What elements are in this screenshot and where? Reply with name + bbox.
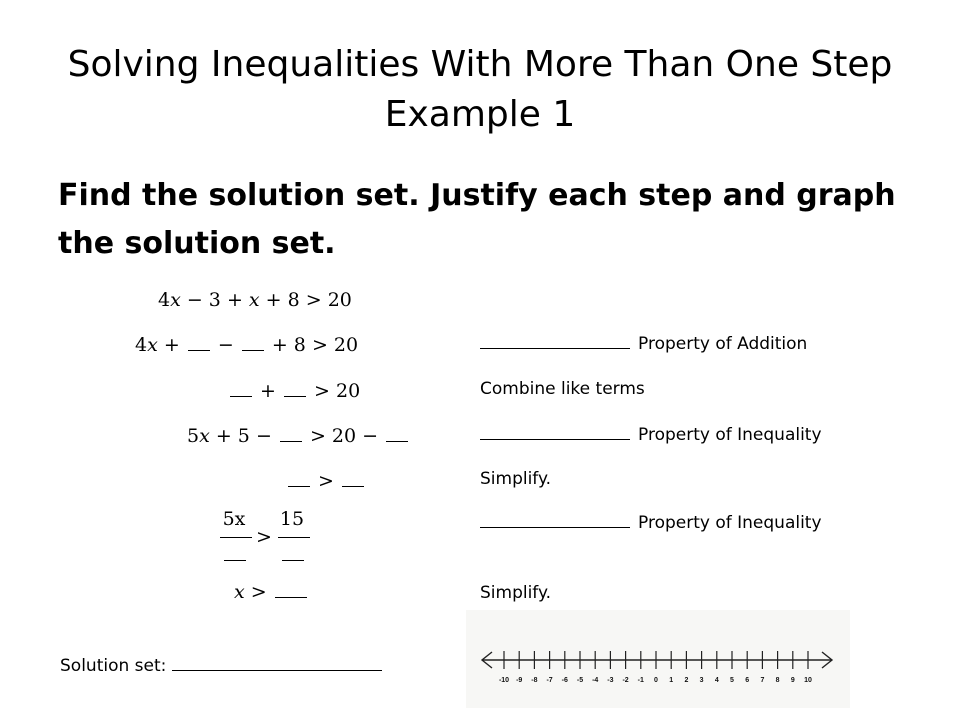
number-line-tick-label: 1 (669, 677, 674, 684)
step-3-reason: Combine like terms (480, 379, 645, 399)
step-1-var-2: x (248, 289, 260, 311)
step-7-expression (234, 580, 309, 604)
number-line-tick-label: 7 (760, 677, 765, 684)
step-6-fraction-bar-right (278, 537, 310, 538)
step-6-gt: > (256, 526, 272, 548)
number-line[interactable] (466, 610, 850, 708)
title-line-2: Example 1 (384, 94, 576, 135)
number-line-tick-label: -3 (607, 677, 614, 684)
step-2-reason (480, 333, 807, 355)
step-3-blank-2 (284, 396, 306, 397)
step-1-expression (158, 288, 352, 312)
number-line-tick-label: -2 (622, 677, 629, 684)
step-7-var: x (234, 581, 245, 603)
number-line-tick-label: 10 (804, 677, 812, 684)
step-6-fraction-bar-left (220, 537, 252, 538)
number-line-tick-label: -6 (561, 677, 568, 684)
number-line-tick-label: -7 (546, 677, 553, 684)
step-6-reason-blank (480, 526, 630, 528)
step-5-expression (286, 469, 366, 493)
step-4-blank-2 (386, 441, 408, 442)
step-3-blank-1 (230, 396, 252, 397)
step-5-reason: Simplify. (480, 469, 552, 489)
step-6-reason (480, 512, 822, 534)
step-4-coef: 5 (187, 425, 200, 447)
step-2-rest: + 8 > 20 (265, 334, 359, 356)
solution-set (60, 656, 382, 676)
step-6-numerator-right: 15 (279, 508, 305, 530)
number-line-tick-label: 6 (745, 677, 750, 684)
step-4-expression (187, 424, 410, 448)
step-2-reason-blank (480, 347, 630, 349)
number-line-tick-label: 4 (714, 677, 719, 684)
step-2-blank-2 (242, 350, 264, 351)
step-5-blank-2 (342, 486, 364, 487)
step-2-blank-1 (188, 350, 210, 351)
step-1-var: x (170, 289, 181, 311)
step-4-var: x (199, 425, 210, 447)
title-line-1: Solving Inequalities With More Than One Step (67, 44, 893, 85)
step-3-op: + (254, 380, 282, 402)
step-3-rest: > 20 (308, 380, 361, 402)
step-7-reason: Simplify. (480, 583, 552, 603)
number-line-tick-label: 9 (790, 677, 795, 684)
number-line-tick-label: -5 (576, 677, 584, 684)
number-line-tick-label: 8 (775, 677, 780, 684)
instructions-text: Find the solution set. Justify each step and graph the solution set. (58, 178, 896, 261)
step-1-rest: + 8 > 20 (259, 289, 352, 311)
step-1-op: − 3 + (180, 289, 249, 311)
step-3-expression (228, 379, 360, 403)
step-2-op-2: − (211, 334, 240, 356)
number-line-tick-label: 2 (684, 677, 689, 684)
slide-title (0, 40, 960, 140)
step-5-op: > (312, 470, 340, 492)
solution-set-blank[interactable] (172, 669, 382, 671)
step-7-blank (275, 597, 307, 598)
solution-set-label: Solution set: (60, 656, 167, 676)
step-7-op: > (244, 581, 273, 603)
step-2-expression (135, 333, 358, 357)
step-5-blank-1 (288, 486, 310, 487)
number-line-tick-label: -9 (516, 677, 523, 684)
step-4-op: + 5 − (209, 425, 278, 447)
step-2-var: x (147, 334, 158, 356)
step-4-reason (480, 424, 822, 446)
number-line-tick-label: -10 (498, 677, 510, 684)
step-1-coef: 4 (158, 289, 171, 311)
number-line-panel (466, 610, 850, 708)
number-line-tick-label: 3 (699, 677, 704, 684)
number-line-tick-label: -1 (637, 677, 644, 684)
step-2-op: + (157, 334, 186, 356)
step-2-reason-text: Property of Addition (638, 334, 808, 354)
step-4-blank-1 (280, 441, 302, 442)
number-line-tick-label: 5 (730, 677, 734, 684)
step-4-rest: > 20 − (303, 425, 385, 447)
step-4-reason-text: Property of Inequality (638, 425, 822, 445)
step-6-denominator-blank-right (282, 560, 304, 561)
step-6-reason-text: Property of Inequality (638, 513, 822, 533)
step-2-coef: 4 (135, 334, 148, 356)
number-line-tick-label: -4 (592, 677, 599, 684)
number-line-tick-label: -8 (531, 677, 538, 684)
number-line-tick-label: 0 (654, 677, 658, 684)
step-4-reason-blank (480, 438, 630, 440)
step-6-numerator-left: 5x (222, 508, 246, 530)
step-6-denominator-blank-left (224, 560, 246, 561)
